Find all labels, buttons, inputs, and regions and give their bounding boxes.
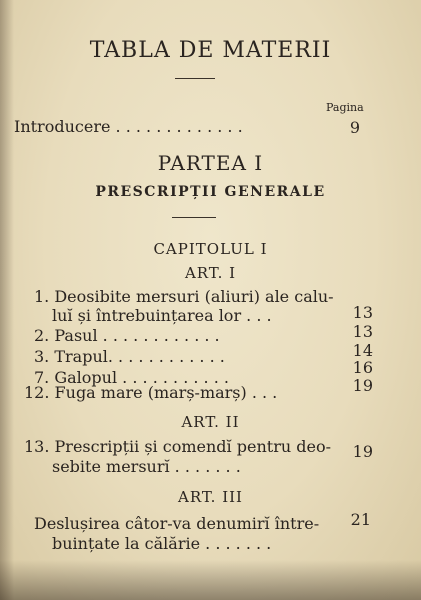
article-heading: ART. II bbox=[181, 413, 240, 431]
toc-entry-line: 12. Fuga mare (marș-marș) . . . bbox=[24, 383, 278, 402]
chapter-heading: CAPITOLUL I bbox=[153, 240, 268, 258]
toc-entry-page: 21 bbox=[350, 510, 371, 529]
page-gutter-shadow bbox=[0, 0, 14, 600]
part-subtitle: PRESCRIPȚII GENERALE bbox=[95, 184, 326, 200]
toc-entry-page: 19 bbox=[352, 376, 373, 395]
toc-entry-line: 7. Galopul . . . . . . . . . . . bbox=[34, 368, 229, 387]
part-title: PARTEA I bbox=[157, 151, 264, 175]
toc-entry-line: 2. Pasul . . . . . . . . . . . . bbox=[34, 326, 220, 345]
page-title: TABLA DE MATERII bbox=[89, 38, 332, 63]
toc-entry-page: 13 bbox=[352, 322, 373, 341]
page-column-header: Pagina bbox=[326, 101, 364, 114]
article-heading: ART. I bbox=[184, 264, 237, 282]
toc-entry-line: 13. Prescripții și comendĭ pentru deo- bbox=[24, 437, 331, 456]
toc-entry-page: 19 bbox=[352, 442, 373, 461]
intro-page: 9 bbox=[349, 118, 360, 137]
toc-entry-page: 14 bbox=[352, 341, 373, 360]
toc-entry-page: 13 bbox=[352, 303, 373, 322]
page-bottom-shadow bbox=[0, 560, 421, 600]
toc-entry-line: 3. Trapul. . . . . . . . . . . . bbox=[34, 347, 225, 366]
intro-entry: Introducere . . . . . . . . . . . . . bbox=[14, 117, 243, 136]
toc-entry-line: 1. Deosibite mersuri (aliuri) ale calu- bbox=[34, 287, 334, 306]
toc-entry-line: luĭ și întrebuințarea lor . . . bbox=[52, 306, 272, 325]
toc-entry-line: sebite mersurĭ . . . . . . . bbox=[52, 457, 241, 476]
title-rule bbox=[175, 78, 215, 79]
article-heading: ART. III bbox=[178, 488, 243, 506]
toc-entry-line: buințate la călărie . . . . . . . bbox=[52, 534, 272, 553]
toc-entry-line: Deslușirea câtor-va denumirĭ între- bbox=[34, 514, 320, 533]
toc-entry-page: 16 bbox=[352, 358, 373, 377]
part-rule bbox=[172, 217, 216, 218]
